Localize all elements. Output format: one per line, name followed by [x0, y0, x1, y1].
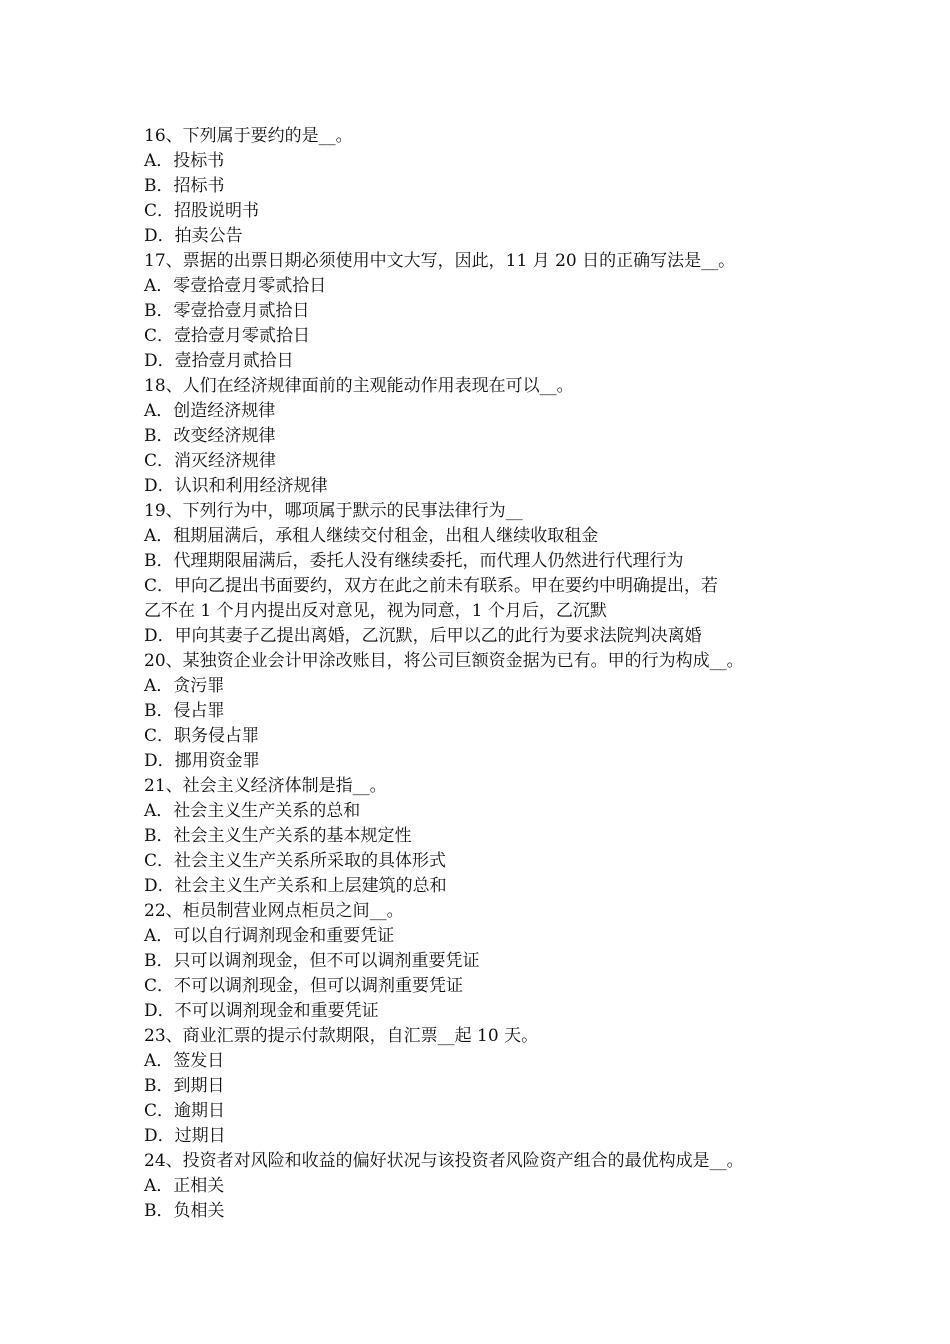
option-a: A．社会主义生产关系的总和: [144, 801, 361, 821]
option-c: C．不可以调剂现金，但可以调剂重要凭证: [144, 976, 464, 996]
option-b: B．零壹拾壹月贰拾日: [144, 301, 310, 321]
option-d: D．认识和利用经济规律: [144, 476, 328, 496]
option-c: C．逾期日: [144, 1101, 226, 1121]
option-d: D．社会主义生产关系和上层建筑的总和: [144, 876, 447, 896]
question-17: [144, 249, 824, 374]
option-a: A．投标书: [144, 151, 225, 171]
option-c: C．甲向乙提出书面要约，双方在此之前未有联系。甲在要约中明确提出，若: [144, 576, 719, 596]
question-22: [144, 899, 824, 1024]
option-b: B．社会主义生产关系的基本规定性: [144, 826, 412, 846]
option-a: A．可以自行调剂现金和重要凭证: [144, 926, 395, 946]
option-b: B．招标书: [144, 176, 225, 196]
option-a: A．零壹拾壹月零贰拾日: [144, 276, 327, 296]
question-stem: 22、柜员制营业网点柜员之间__。: [144, 901, 404, 921]
option-a: A．租期届满后，承租人继续交付租金，出租人继续收取租金: [144, 526, 599, 546]
option-c: C．壹拾壹月零贰拾日: [144, 326, 311, 346]
option-d: D．不可以调剂现金和重要凭证: [144, 1001, 379, 1021]
option-a: A．签发日: [144, 1051, 225, 1071]
option-c: C．消灭经济规律: [144, 451, 277, 471]
option-b: B．负相关: [144, 1201, 225, 1221]
question-stem: 21、社会主义经济体制是指__。: [144, 776, 387, 796]
option-c-continued: 乙不在 1 个月内提出反对意见，视为同意，1 个月后，乙沉默: [144, 601, 607, 621]
question-stem: 23、商业汇票的提示付款期限，自汇票__起 10 天。: [144, 1026, 539, 1046]
option-c: C．社会主义生产关系所采取的具体形式: [144, 851, 447, 871]
option-d: D．挪用资金罪: [144, 751, 260, 771]
question-20: [144, 649, 824, 774]
question-19: [144, 499, 824, 649]
question-stem: 18、人们在经济规律面前的主观能动作用表现在可以__。: [144, 376, 574, 396]
option-d: D．甲向其妻子乙提出离婚，乙沉默，后甲以乙的此行为要求法院判决离婚: [144, 626, 702, 646]
option-d: D．壹拾壹月贰拾日: [144, 351, 294, 371]
question-16: [144, 124, 824, 249]
option-b: B．改变经济规律: [144, 426, 276, 446]
option-a: A．正相关: [144, 1176, 225, 1196]
option-b: B．只可以调剂现金，但不可以调剂重要凭证: [144, 951, 480, 971]
question-stem: 20、某独资企业会计甲涂改账目，将公司巨额资金据为已有。甲的行为构成__。: [144, 651, 744, 671]
option-b: B．代理期限届满后，委托人没有继续委托，而代理人仍然进行代理行为: [144, 551, 684, 571]
option-b: B．侵占罪: [144, 701, 225, 721]
option-b: B．到期日: [144, 1076, 225, 1096]
document-page: [144, 124, 824, 1224]
question-stem: 17、票据的出票日期必须使用中文大写，因此，11 月 20 日的正确写法是__。: [144, 251, 736, 271]
question-21: [144, 774, 824, 899]
option-c: C．职务侵占罪: [144, 726, 260, 746]
question-24: [144, 1149, 824, 1224]
question-stem: 24、投资者对风险和收益的偏好状况与该投资者风险资产组合的最优构成是__。: [144, 1151, 744, 1171]
question-23: [144, 1024, 824, 1149]
option-d: D．过期日: [144, 1126, 226, 1146]
option-a: A．创造经济规律: [144, 401, 276, 421]
option-c: C．招股说明书: [144, 201, 260, 221]
option-d: D．拍卖公告: [144, 226, 243, 246]
question-18: [144, 374, 824, 499]
option-a: A．贪污罪: [144, 676, 225, 696]
question-stem: 19、下列行为中，哪项属于默示的民事法律行为__: [144, 501, 523, 521]
question-stem: 16、下列属于要约的是__。: [144, 126, 353, 146]
